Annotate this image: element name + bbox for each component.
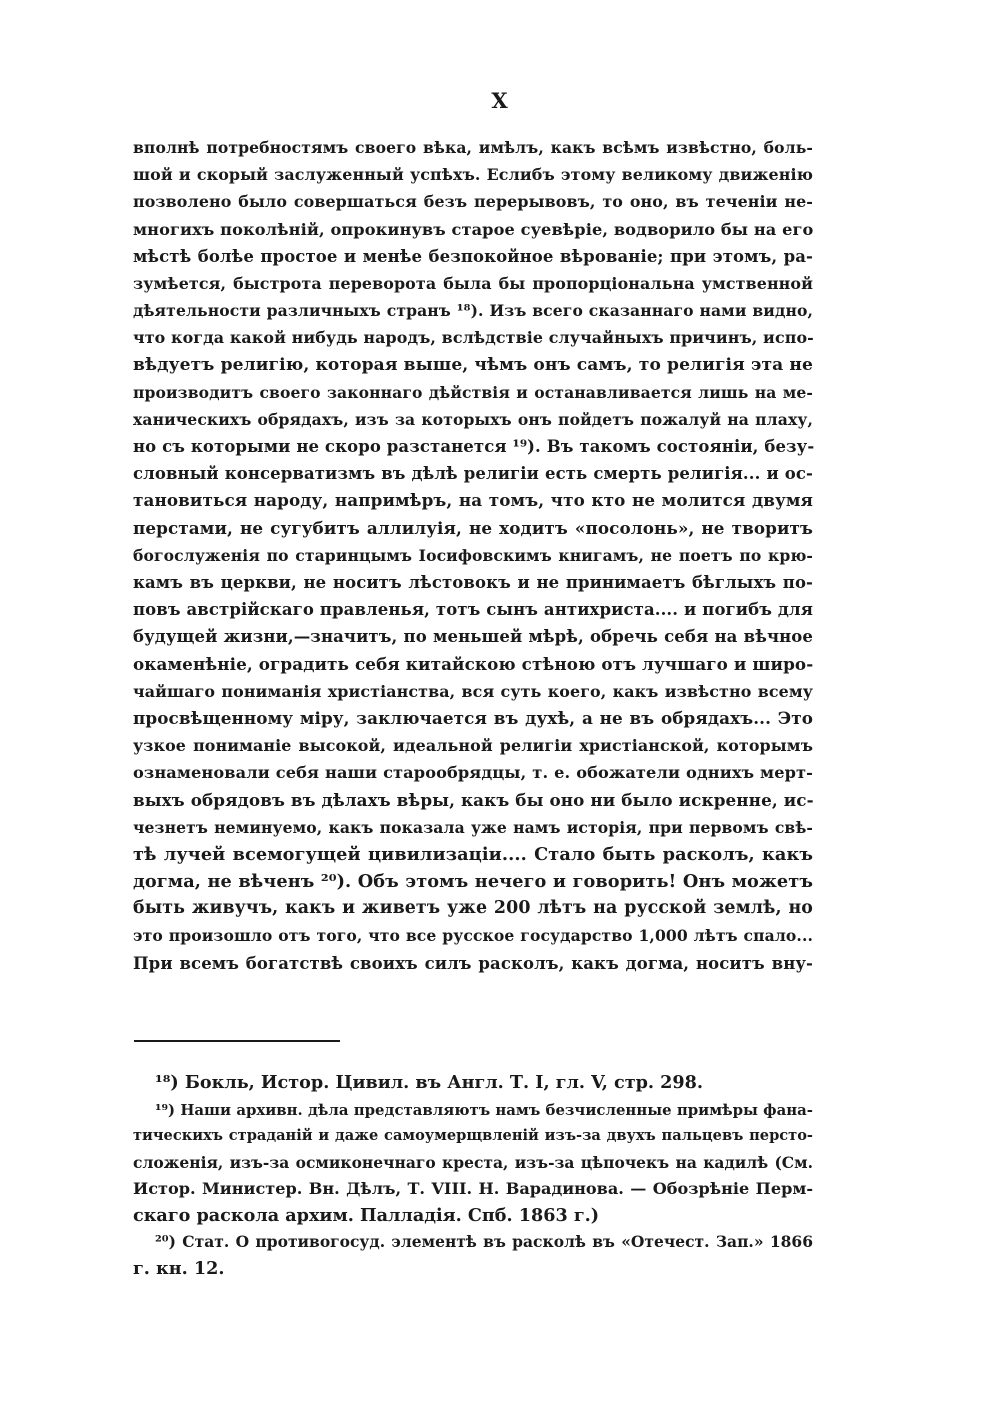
footnote-line: ¹⁹) Наши архивн. дѣла представляютъ намъ безчисленные примѣры фана- [155, 1100, 813, 1119]
text-line: При всемъ богатствѣ своихъ силъ расколъ, какъ догма, носитъ вну- [133, 953, 813, 973]
footnote-line: тическихъ страданій и даже самоумерщвленій изъ-за двухъ пальцевъ персто- [133, 1127, 813, 1144]
text-line: богослуженія по старинцымъ Іосифовскимъ книгамъ, не поетъ по крю- [133, 545, 813, 565]
footnote-line: г. кн. 12. [133, 1257, 225, 1279]
body-text [133, 134, 813, 977]
text-line: вѣдуетъ религію, которая выше, чѣмъ онъ самъ, то религія эта не [133, 354, 813, 375]
text-line: производитъ своего законнаго дѣйствія и останавливается лишь на ме- [133, 382, 813, 402]
text-line: будущей жизни,—значитъ, по меньшей мѣрѣ, обречь себя на вѣчное [133, 627, 813, 647]
page-number: X [491, 88, 509, 113]
footnote-line: ²⁰) Стат. О противогосуд. элементѣ въ расколѣ въ «Отечест. Зап.» 1866 [155, 1232, 813, 1251]
text-line: зумѣется, быстрота переворота была бы пропорціональна умственной [133, 273, 813, 293]
footnote-line: ¹⁸) Бокль, Истор. Цивил. въ Англ. Т. I, гл. V, стр. 298. [155, 1072, 704, 1093]
text-line: шой и скорый заслуженный успѣхъ. Еслибъ этому великому движенію [133, 165, 813, 185]
text-line: вполнѣ потребностямъ своего вѣка, имѣлъ, какъ всѣмъ извѣстно, боль- [133, 138, 813, 157]
text-line: но съ которыми не скоро разстанется ¹⁹). Въ такомъ состояніи, безу- [133, 437, 815, 457]
text-line: тановиться народу, напримѣръ, на томъ, что кто не молится двумя [133, 490, 813, 511]
text-line: повъ австрійскаго правленья, тотъ сынъ антихриста.... и погибъ для [133, 600, 813, 620]
text-line: тѣ лучей всемогущей цивилизаціи.... Стало быть расколъ, какъ [133, 843, 813, 865]
footnote-line: сложенія, изъ-за осмиконечнаго креста, изъ-за цѣпочекъ на кадилѣ (См. [133, 1152, 813, 1172]
text-line: догма, не вѣченъ ²⁰). Объ этомъ нечего и говорить! Онъ можетъ [133, 871, 813, 893]
text-line: дѣятельности различныхъ странъ ¹⁸). Изъ всего сказаннаго нами видно, [133, 301, 813, 321]
text-line: это произошло отъ того, что все русское государство 1,000 лѣтъ спало... [133, 926, 813, 946]
text-line: чезнетъ неминуемо, какъ показала уже намъ исторія, при первомъ свѣ- [133, 817, 813, 837]
text-line: ознаменовали себя наши старообрядцы, т. е. обожатели однихъ мерт- [133, 763, 813, 783]
text-line: позволено было совершаться безъ перерывовъ, то оно, въ теченіи не- [133, 192, 813, 212]
footnote-line: скаго раскола архим. Палладія. Спб. 1863 г.) [133, 1204, 600, 1226]
footnote-line: Истор. Министер. Вн. Дѣлъ, Т. VIII. Н. Варадинова. — Обозрѣніе Перм- [133, 1179, 813, 1198]
footnote-divider [134, 1040, 340, 1042]
text-line: быть живучъ, какъ и живетъ уже 200 лѣтъ на русской землѣ, но [133, 898, 813, 919]
text-line: мѣстѣ болѣе простое и менѣе безпокойное вѣрованіе; при этомъ, ра- [133, 246, 813, 266]
text-line: выхъ обрядовъ въ дѣлахъ вѣры, какъ бы оно ни было искренне, ис- [133, 789, 814, 810]
text-line: многихъ поколѣній, опрокинувъ старое суевѣріе, водворило бы на его [133, 219, 814, 239]
text-line: ханическихъ обрядахъ, изъ за которыхъ онъ пойдетъ пожалуй на плаху, [133, 409, 813, 429]
footnotes [133, 1070, 813, 1282]
text-line: камъ въ церкви, не носитъ лѣстовокъ и не принимаетъ бѣглыхъ по- [133, 573, 813, 592]
text-line: узкое пониманіе высокой, идеальной религіи христіанской, которымъ [133, 736, 813, 756]
text-line: словный консерватизмъ въ дѣлѣ религіи есть смерть религія... и ос- [133, 464, 813, 484]
text-line: перстами, не сугубитъ аллилуія, не ходитъ «посолонь», не творитъ [133, 517, 813, 538]
text-line: просвѣщенному міру, заключается въ духѣ, а не въ обрядахъ... Это [133, 707, 813, 728]
text-line: что когда какой нибудь народъ, вслѣдствіе случайныхъ причинъ, испо- [133, 328, 814, 348]
text-line: окаменѣніе, оградить себя китайскою стѣною отъ лучшаго и широ- [133, 653, 814, 674]
text-line: чайшаго пониманія христіанства, вся суть коего, какъ извѣстно всему [133, 681, 813, 701]
